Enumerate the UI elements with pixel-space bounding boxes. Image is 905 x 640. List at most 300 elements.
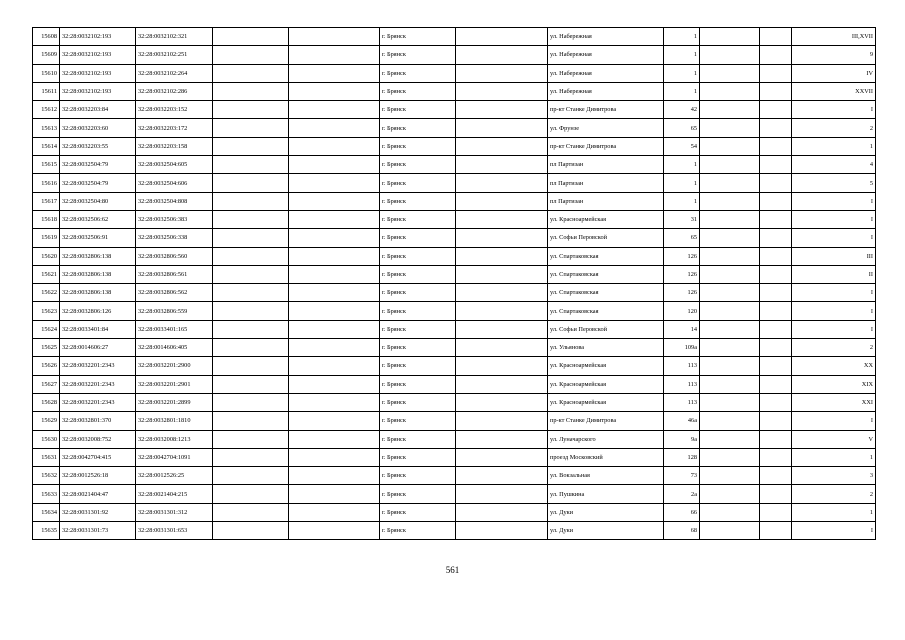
cell-empty (213, 28, 289, 46)
cell-cadastral-number: 32:28:0032201:2901 (136, 375, 213, 393)
table-row (33, 46, 876, 64)
table-row (33, 119, 876, 137)
cell-empty (456, 284, 548, 302)
cell-city: г. Брянск (380, 412, 456, 430)
cell-premises-number: I (792, 320, 876, 338)
cell-cadastral-number: 32:28:0032203:152 (136, 101, 213, 119)
cell-cadastral-number: 32:28:0032203:172 (136, 119, 213, 137)
cell-parent-cadastral-number: 32:28:0031301:92 (60, 503, 136, 521)
table-row (33, 503, 876, 521)
cell-empty (289, 448, 380, 466)
table-row (33, 467, 876, 485)
table-row (33, 64, 876, 82)
cell-empty (760, 137, 792, 155)
cell-city: г. Брянск (380, 28, 456, 46)
cell-record-number: 15623 (33, 302, 60, 320)
cell-empty (700, 357, 760, 375)
cell-cadastral-number: 32:28:0032102:251 (136, 46, 213, 64)
cell-record-number: 15627 (33, 375, 60, 393)
cell-city: г. Брянск (380, 485, 456, 503)
cell-premises-number: XIX (792, 375, 876, 393)
cell-premises-number: 5 (792, 174, 876, 192)
page-number: 561 (445, 565, 460, 575)
cell-cadastral-number: 32:28:0032102:286 (136, 82, 213, 100)
cell-street: ул. Дуки (548, 503, 664, 521)
cell-empty (700, 46, 760, 64)
cell-parent-cadastral-number: 32:28:0032806:138 (60, 247, 136, 265)
cell-cadastral-number: 32:28:0012526:25 (136, 467, 213, 485)
cell-empty (213, 229, 289, 247)
cell-empty (700, 412, 760, 430)
cell-street: ул. Софьи Перовской (548, 320, 664, 338)
cell-empty (700, 522, 760, 540)
cell-cadastral-number: 32:28:0042704:1091 (136, 448, 213, 466)
cell-street: ул. Набережная (548, 82, 664, 100)
cell-empty (289, 302, 380, 320)
cell-empty (213, 265, 289, 283)
cell-city: г. Брянск (380, 503, 456, 521)
cell-city: г. Брянск (380, 247, 456, 265)
cell-house-number: 31 (664, 210, 700, 228)
cell-street: ул. Красноармейская (548, 210, 664, 228)
cell-empty (700, 448, 760, 466)
cell-house-number: 113 (664, 357, 700, 375)
cell-city: г. Брянск (380, 375, 456, 393)
cell-empty (289, 339, 380, 357)
cell-empty (700, 503, 760, 521)
cell-parent-cadastral-number: 32:28:0021404:47 (60, 485, 136, 503)
cell-empty (213, 522, 289, 540)
cell-empty (760, 485, 792, 503)
cell-street: пр-кт Станке Димитрова (548, 101, 664, 119)
cell-empty (213, 247, 289, 265)
table-row (33, 357, 876, 375)
cell-premises-number: 2 (792, 119, 876, 137)
cell-record-number: 15615 (33, 156, 60, 174)
table-row (33, 82, 876, 100)
cell-city: г. Брянск (380, 210, 456, 228)
cell-empty (213, 448, 289, 466)
cell-house-number: 1 (664, 82, 700, 100)
cell-city: г. Брянск (380, 357, 456, 375)
cell-city: г. Брянск (380, 64, 456, 82)
cell-premises-number: IV (792, 64, 876, 82)
cell-empty (213, 119, 289, 137)
cell-cadastral-number: 32:28:0032506:338 (136, 229, 213, 247)
cell-record-number: 15620 (33, 247, 60, 265)
cell-house-number: 1 (664, 174, 700, 192)
cell-street: ул. Софьи Перовской (548, 229, 664, 247)
cell-record-number: 15632 (33, 467, 60, 485)
cell-empty (760, 174, 792, 192)
cell-empty (760, 467, 792, 485)
cell-empty (760, 265, 792, 283)
cell-empty (700, 284, 760, 302)
cell-empty (760, 339, 792, 357)
cell-empty (760, 393, 792, 411)
cell-empty (213, 485, 289, 503)
cell-empty (456, 101, 548, 119)
cell-empty (289, 284, 380, 302)
cell-record-number: 15624 (33, 320, 60, 338)
cell-empty (456, 156, 548, 174)
cell-empty (213, 302, 289, 320)
cell-house-number: 1 (664, 192, 700, 210)
cell-empty (760, 101, 792, 119)
cell-street: ул. Ульянова (548, 339, 664, 357)
cell-premises-number: I (792, 101, 876, 119)
cell-city: г. Брянск (380, 229, 456, 247)
cell-record-number: 15625 (33, 339, 60, 357)
cell-record-number: 15629 (33, 412, 60, 430)
cell-premises-number: 2 (792, 339, 876, 357)
cell-record-number: 15630 (33, 430, 60, 448)
cell-empty (700, 101, 760, 119)
cell-premises-number: 1 (792, 503, 876, 521)
cell-empty (289, 393, 380, 411)
cell-empty (213, 210, 289, 228)
cell-empty (289, 82, 380, 100)
cell-house-number: 109а (664, 339, 700, 357)
table-row (33, 28, 876, 46)
table-row (33, 137, 876, 155)
cell-empty (700, 192, 760, 210)
property-registry-table (32, 27, 876, 540)
cell-premises-number: III,XVII (792, 28, 876, 46)
cell-premises-number: I (792, 302, 876, 320)
cell-parent-cadastral-number: 32:28:0032102:193 (60, 46, 136, 64)
cell-street: ул. Набережная (548, 28, 664, 46)
cell-empty (700, 430, 760, 448)
cell-empty (456, 320, 548, 338)
cell-parent-cadastral-number: 32:28:0032203:84 (60, 101, 136, 119)
cell-empty (213, 412, 289, 430)
cell-street: ул. Красноармейская (548, 375, 664, 393)
cell-city: г. Брянск (380, 522, 456, 540)
cell-empty (700, 302, 760, 320)
cell-empty (700, 339, 760, 357)
cell-empty (456, 192, 548, 210)
cell-city: г. Брянск (380, 46, 456, 64)
cell-cadastral-number: 32:28:0032504:605 (136, 156, 213, 174)
cell-city: г. Брянск (380, 339, 456, 357)
cell-empty (289, 192, 380, 210)
cell-house-number: 14 (664, 320, 700, 338)
cell-empty (700, 229, 760, 247)
cell-city: г. Брянск (380, 448, 456, 466)
cell-premises-number: I (792, 284, 876, 302)
cell-empty (760, 46, 792, 64)
cell-premises-number: 3 (792, 467, 876, 485)
cell-premises-number: V (792, 430, 876, 448)
cell-empty (213, 467, 289, 485)
table-row (33, 192, 876, 210)
cell-street: проезд Московский (548, 448, 664, 466)
cell-empty (456, 247, 548, 265)
cell-city: г. Брянск (380, 393, 456, 411)
cell-empty (760, 375, 792, 393)
cell-empty (700, 64, 760, 82)
cell-house-number: 1 (664, 46, 700, 64)
cell-empty (456, 28, 548, 46)
cell-premises-number: I (792, 192, 876, 210)
cell-empty (760, 412, 792, 430)
cell-empty (700, 485, 760, 503)
table-row (33, 375, 876, 393)
cell-empty (700, 247, 760, 265)
cell-parent-cadastral-number: 32:28:0032203:55 (60, 137, 136, 155)
cell-empty (213, 64, 289, 82)
cell-record-number: 15618 (33, 210, 60, 228)
cell-empty (700, 210, 760, 228)
cell-city: г. Брянск (380, 192, 456, 210)
cell-empty (456, 357, 548, 375)
cell-premises-number: 1 (792, 448, 876, 466)
cell-premises-number: I (792, 229, 876, 247)
cell-premises-number: II (792, 265, 876, 283)
cell-street: пл Партизан (548, 174, 664, 192)
table-row (33, 339, 876, 357)
cell-empty (456, 503, 548, 521)
cell-empty (700, 156, 760, 174)
cell-empty (700, 174, 760, 192)
cell-house-number: 65 (664, 229, 700, 247)
cell-empty (289, 137, 380, 155)
table-row (33, 448, 876, 466)
cell-empty (289, 101, 380, 119)
cell-street: ул. Красноармейская (548, 357, 664, 375)
cell-empty (760, 522, 792, 540)
cell-empty (289, 210, 380, 228)
cell-empty (456, 393, 548, 411)
cell-empty (213, 357, 289, 375)
cell-city: г. Брянск (380, 101, 456, 119)
table-row (33, 247, 876, 265)
cell-record-number: 15626 (33, 357, 60, 375)
table-row (33, 430, 876, 448)
cell-record-number: 15611 (33, 82, 60, 100)
cell-record-number: 15633 (33, 485, 60, 503)
cell-premises-number: 2 (792, 485, 876, 503)
cell-empty (760, 357, 792, 375)
cell-premises-number: 1 (792, 137, 876, 155)
cell-empty (456, 448, 548, 466)
cell-street: ул. Спартаковская (548, 247, 664, 265)
cell-empty (456, 265, 548, 283)
cell-empty (289, 174, 380, 192)
cell-house-number: 66 (664, 503, 700, 521)
cell-empty (456, 522, 548, 540)
cell-cadastral-number: 32:28:0031301:312 (136, 503, 213, 521)
cell-house-number: 126 (664, 265, 700, 283)
cell-empty (456, 119, 548, 137)
cell-premises-number: I (792, 412, 876, 430)
cell-empty (289, 430, 380, 448)
cell-cadastral-number: 32:28:0032201:2899 (136, 393, 213, 411)
table-row (33, 302, 876, 320)
cell-record-number: 15608 (33, 28, 60, 46)
cell-empty (289, 522, 380, 540)
cell-empty (456, 64, 548, 82)
cell-cadastral-number: 32:28:0032102:264 (136, 64, 213, 82)
cell-empty (289, 485, 380, 503)
cell-premises-number: I (792, 210, 876, 228)
cell-cadastral-number: 32:28:0031301:653 (136, 522, 213, 540)
cell-cadastral-number: 32:28:0032806:560 (136, 247, 213, 265)
cell-record-number: 15631 (33, 448, 60, 466)
cell-street: ул. Пушкина (548, 485, 664, 503)
table-row (33, 229, 876, 247)
cell-empty (213, 82, 289, 100)
cell-premises-number: 9 (792, 46, 876, 64)
cell-cadastral-number: 32:28:0032806:561 (136, 265, 213, 283)
cell-street: пр-кт Станке Димитрова (548, 412, 664, 430)
cell-empty (289, 320, 380, 338)
cell-empty (760, 156, 792, 174)
cell-parent-cadastral-number: 32:28:0031301:73 (60, 522, 136, 540)
cell-empty (456, 339, 548, 357)
cell-house-number: 126 (664, 284, 700, 302)
cell-cadastral-number: 32:28:0032504:606 (136, 174, 213, 192)
cell-empty (760, 448, 792, 466)
cell-city: г. Брянск (380, 174, 456, 192)
cell-cadastral-number: 32:28:0032806:559 (136, 302, 213, 320)
cell-empty (213, 284, 289, 302)
cell-street: ул. Луначарского (548, 430, 664, 448)
cell-empty (760, 320, 792, 338)
cell-empty (456, 430, 548, 448)
cell-house-number: 120 (664, 302, 700, 320)
cell-cadastral-number: 32:28:0032008:1213 (136, 430, 213, 448)
cell-empty (289, 265, 380, 283)
cell-empty (289, 503, 380, 521)
cell-empty (456, 302, 548, 320)
cell-empty (213, 339, 289, 357)
cell-record-number: 15616 (33, 174, 60, 192)
table-row (33, 265, 876, 283)
cell-empty (456, 174, 548, 192)
cell-house-number: 1 (664, 156, 700, 174)
table-row (33, 174, 876, 192)
cell-empty (213, 174, 289, 192)
cell-empty (456, 82, 548, 100)
cell-parent-cadastral-number: 32:28:0032008:752 (60, 430, 136, 448)
cell-cadastral-number: 32:28:0032102:321 (136, 28, 213, 46)
cell-house-number: 113 (664, 375, 700, 393)
table-row (33, 522, 876, 540)
cell-house-number: 9а (664, 430, 700, 448)
cell-empty (456, 467, 548, 485)
cell-parent-cadastral-number: 32:28:0032102:193 (60, 28, 136, 46)
cell-empty (213, 375, 289, 393)
cell-city: г. Брянск (380, 82, 456, 100)
cell-empty (760, 64, 792, 82)
cell-cadastral-number: 32:28:0032203:158 (136, 137, 213, 155)
cell-parent-cadastral-number: 32:28:0042704:415 (60, 448, 136, 466)
cell-empty (289, 467, 380, 485)
cell-city: г. Брянск (380, 284, 456, 302)
cell-record-number: 15622 (33, 284, 60, 302)
cell-empty (456, 412, 548, 430)
cell-record-number: 15628 (33, 393, 60, 411)
cell-empty (213, 192, 289, 210)
cell-empty (289, 156, 380, 174)
cell-empty (700, 320, 760, 338)
cell-parent-cadastral-number: 32:28:0032102:193 (60, 64, 136, 82)
cell-house-number: 1 (664, 64, 700, 82)
table-row (33, 393, 876, 411)
cell-street: ул. Дуки (548, 522, 664, 540)
cell-empty (289, 412, 380, 430)
cell-street: ул. Красноармейская (548, 393, 664, 411)
cell-street: ул. Набережная (548, 46, 664, 64)
cell-empty (760, 192, 792, 210)
cell-empty (289, 375, 380, 393)
cell-empty (289, 28, 380, 46)
cell-parent-cadastral-number: 32:28:0032506:62 (60, 210, 136, 228)
cell-house-number: 68 (664, 522, 700, 540)
table-row (33, 320, 876, 338)
cell-premises-number: 4 (792, 156, 876, 174)
cell-parent-cadastral-number: 32:28:0032801:370 (60, 412, 136, 430)
cell-city: г. Брянск (380, 137, 456, 155)
cell-city: г. Брянск (380, 156, 456, 174)
cell-empty (456, 137, 548, 155)
cell-empty (456, 46, 548, 64)
cell-parent-cadastral-number: 32:28:0033401:84 (60, 320, 136, 338)
cell-empty (700, 375, 760, 393)
cell-empty (700, 467, 760, 485)
cell-cadastral-number: 32:28:0033401:165 (136, 320, 213, 338)
cell-parent-cadastral-number: 32:28:0032201:2343 (60, 357, 136, 375)
cell-empty (760, 229, 792, 247)
cell-parent-cadastral-number: 32:28:0032504:80 (60, 192, 136, 210)
cell-empty (760, 302, 792, 320)
cell-parent-cadastral-number: 32:28:0032504:79 (60, 174, 136, 192)
cell-premises-number: XXVII (792, 82, 876, 100)
cell-empty (700, 28, 760, 46)
cell-street: ул. Спартаковская (548, 302, 664, 320)
cell-empty (213, 46, 289, 64)
cell-empty (289, 46, 380, 64)
cell-parent-cadastral-number: 32:28:0032504:79 (60, 156, 136, 174)
cell-parent-cadastral-number: 32:28:0032806:126 (60, 302, 136, 320)
registry-sheet (32, 27, 875, 540)
cell-cadastral-number: 32:28:0032506:383 (136, 210, 213, 228)
cell-city: г. Брянск (380, 119, 456, 137)
cell-empty (700, 119, 760, 137)
cell-parent-cadastral-number: 32:28:0032203:60 (60, 119, 136, 137)
cell-record-number: 15617 (33, 192, 60, 210)
cell-parent-cadastral-number: 32:28:0032102:193 (60, 82, 136, 100)
cell-house-number: 1 (664, 28, 700, 46)
cell-empty (456, 375, 548, 393)
cell-record-number: 15634 (33, 503, 60, 521)
cell-cadastral-number: 32:28:0014606:405 (136, 339, 213, 357)
cell-cadastral-number: 32:28:0032806:562 (136, 284, 213, 302)
cell-empty (289, 119, 380, 137)
cell-record-number: 15609 (33, 46, 60, 64)
cell-record-number: 15614 (33, 137, 60, 155)
cell-cadastral-number: 32:28:0032201:2900 (136, 357, 213, 375)
cell-record-number: 15610 (33, 64, 60, 82)
cell-house-number: 42 (664, 101, 700, 119)
cell-city: г. Брянск (380, 265, 456, 283)
cell-parent-cadastral-number: 32:28:0032201:2343 (60, 393, 136, 411)
table-row (33, 284, 876, 302)
cell-empty (700, 265, 760, 283)
cell-house-number: 2а (664, 485, 700, 503)
